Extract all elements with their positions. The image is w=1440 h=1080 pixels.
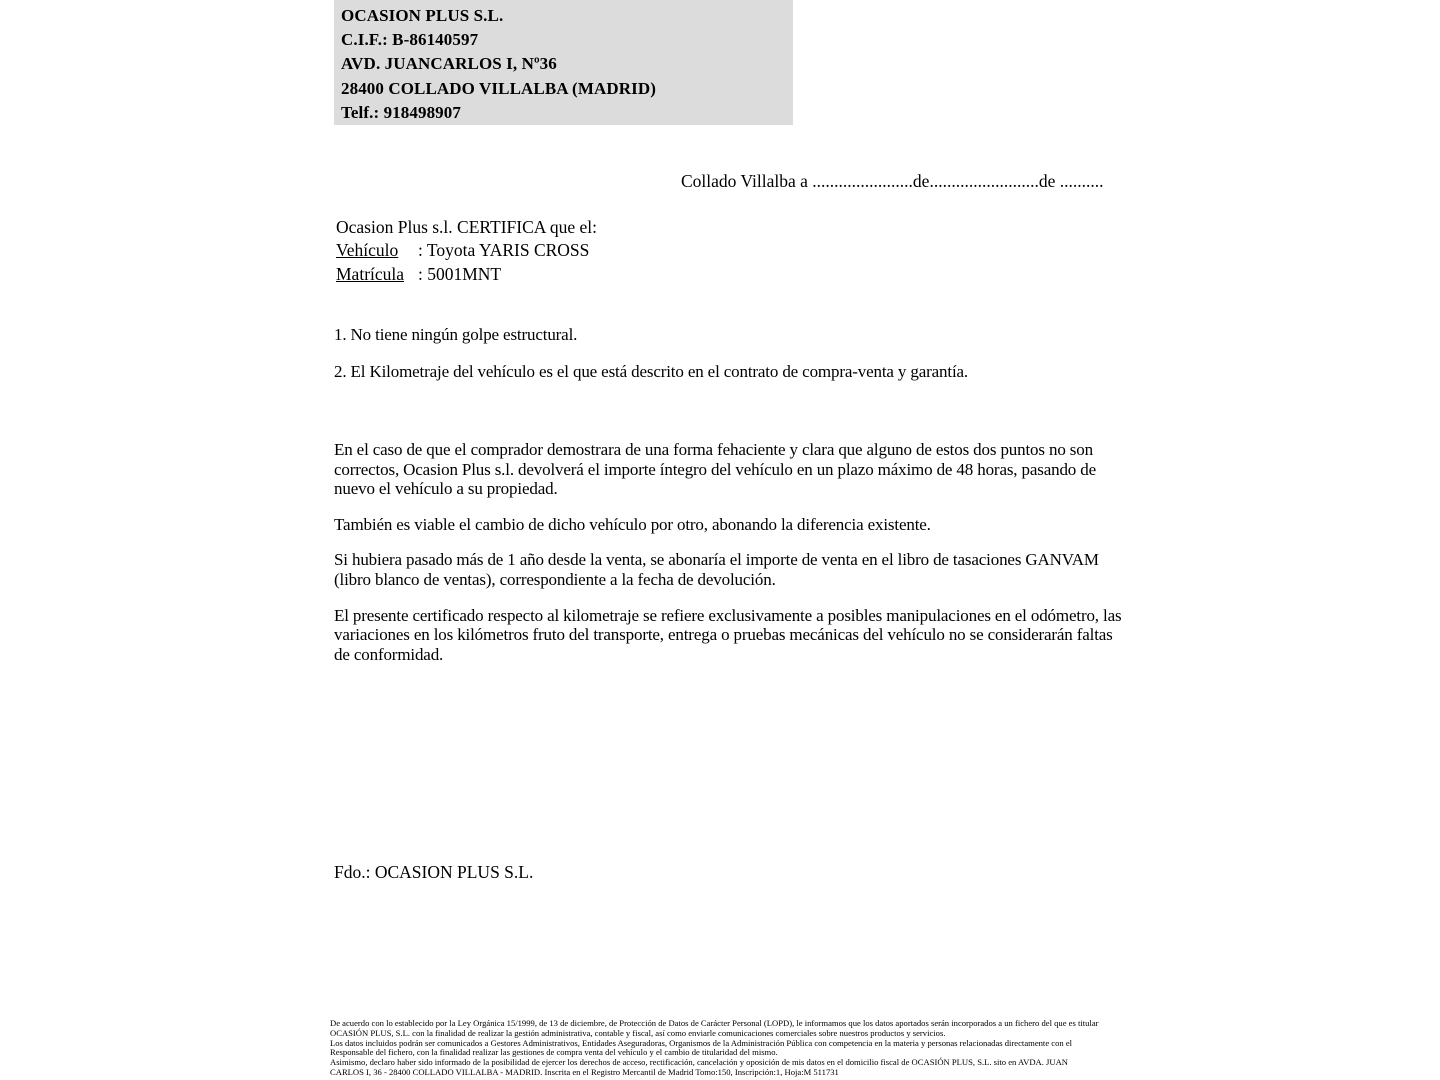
legal-footer-line-1: De acuerdo con lo establecido por la Ley Orgánica 15/1999, de 13 de diciembre, de Protección de Datos de Carácter Personal (LOPD), le informamos que los datos aportados serán incorporados a un fichero del que es titular — [330, 1018, 1099, 1028]
certification-block — [336, 216, 597, 286]
plate-field-row — [336, 263, 597, 286]
company-address: AVD. JUANCARLOS I, Nº36 — [341, 54, 557, 74]
legal-footer-line-6: CARLOS I, 36 - 28400 COLLADO VILLALBA - MADRID. Inscrita en el Registro Mercantil de Madrid Tomo:150, Inscripción:1, Hoja:M 511731 — [330, 1066, 839, 1077]
legal-footer-line-5: Asimismo, declaro haber sido informado de la posibilidad de ejercer los derechos de acceso, rectificación, cancelación y oposición de mis datos en el domicilio fiscal de OCASIÓN PLUS, S.L. sito en AVDA. JUAN — [330, 1057, 1069, 1068]
company-phone: Telf.: 918498907 — [341, 102, 461, 122]
paragraph-odometer-disclaimer: El presente certificado respecto al kilometraje se refiere exclusivamente a posibles manipulaciones en el odómetro, las variaciones en los kilómetros fruto del transporte, entrega o pruebas mecánicas del vehículo no se considerarán faltas de conformidad. — [334, 605, 1122, 664]
certified-point-2: 2. El Kilometraje del vehículo es el que está descrito en el contrato de compra-venta y garantía. — [334, 362, 969, 381]
plate-field-value: : 5001MNT — [418, 263, 502, 284]
legal-footer-line-3: Los datos incluidos podrán ser comunicados a Gestores Administrativos, Entidades Aseguradoras, Organismos de la Administración Pública con competencia en la materia y personas relacionadas directamente con el — [330, 1037, 1073, 1048]
vehicle-field-row — [336, 239, 597, 262]
company-header-box — [334, 0, 793, 125]
terms-paragraphs — [334, 440, 1124, 680]
certified-point-1: 1. No tiene ningún golpe estructural. — [334, 325, 578, 344]
company-name: OCASION PLUS S.L. — [341, 6, 504, 25]
legal-footer — [330, 1019, 1120, 1078]
legal-footer-line-4: Responsable del fichero, con la finalidad realizar las gestiones de compra venta del vehículo y el cambio de titularidad del mismo. — [330, 1047, 778, 1058]
legal-footer-line-2: OCASIÓN PLUS, S.L. con la finalidad de realizar la gestión administrativa, contable y fiscal, así como enviarle comunicaciones comerciales sobre nuestros productos y servicios. — [330, 1027, 946, 1038]
paragraph-refund-terms: En el caso de que el comprador demostrara de una forma fehaciente y clara que alguno de estos dos puntos no son correctos, Ocasion Plus s.l. devolverá el importe íntegro del vehículo en un plazo máximo de 48 horas, pasando de nuevo el vehículo a su propiedad. — [334, 440, 1097, 499]
signature-line: Fdo.: OCASION PLUS S.L. — [334, 862, 534, 882]
paragraph-exchange-option: También es viable el cambio de dicho vehículo por otro, abonando la diferencia existente. — [334, 514, 931, 534]
vehicle-field-value: : Toyota YARIS CROSS — [418, 240, 590, 261]
company-cif: C.I.F.: B-86140597 — [341, 30, 479, 50]
company-city: 28400 COLLADO VILLALBA (MADRID) — [341, 78, 656, 98]
date-fill-in-line: Collado Villalba a .......................de.........................de .......... — [681, 171, 1104, 191]
plate-field-label: Matrícula — [336, 263, 405, 284]
vehicle-field-label: Vehículo — [336, 240, 399, 261]
paragraph-ganvam-valuation: Si hubiera pasado más de 1 año desde la venta, se abonaría el importe de venta en el libro de tasaciones GANVAM (libro blanco de ventas), correspondiente a la fecha de devolución. — [334, 550, 1099, 589]
certification-intro: Ocasion Plus s.l. CERTIFICA que el: — [336, 217, 597, 237]
